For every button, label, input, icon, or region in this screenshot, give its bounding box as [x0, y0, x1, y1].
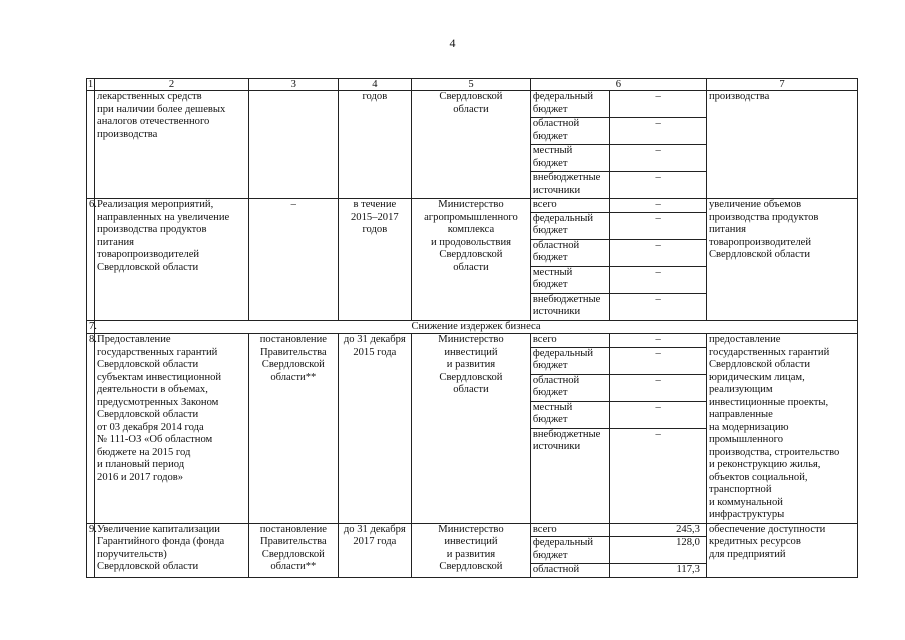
source-value: –	[610, 266, 707, 293]
measure-name: Увеличение капитализации Гарантийного фонда (фонда поручительств) Свердловской области	[95, 523, 249, 577]
source-value: –	[610, 428, 707, 523]
source-name: внебюджетные источники	[530, 428, 610, 523]
source-value: 245,3	[610, 523, 707, 537]
source-name: областной бюджет	[530, 118, 610, 145]
header-cell-7: 7	[706, 79, 857, 91]
table-row	[87, 523, 858, 537]
measure-name: Реализация мероприятий, направленных на увеличение производства продуктов питания товаропроизводителей Свердловской области	[95, 199, 249, 321]
row-number: 7.	[87, 320, 95, 334]
expected-result: увеличение объемов производства продуктов питания товаропроизводителей Свердловской области	[706, 199, 857, 321]
source-value: –	[610, 212, 707, 239]
source-value: 128,0	[610, 537, 707, 564]
row-number: 6.	[87, 199, 95, 321]
header-cell-4: 4	[338, 79, 411, 91]
table-row	[87, 91, 858, 118]
source-name: федеральный бюджет	[530, 91, 610, 118]
table-row	[87, 199, 858, 213]
source-name: местный бюджет	[530, 145, 610, 172]
header-cell-3: 3	[249, 79, 339, 91]
legal-act: –	[249, 199, 339, 321]
executor: Министерство инвестиций и развития Свердловской области	[412, 334, 531, 524]
measures-table	[86, 78, 858, 578]
source-value: –	[610, 347, 707, 374]
legal-act: постановление Правительства Свердловской области**	[249, 523, 339, 577]
measure-name: Предоставление государственных гарантий Свердловской области субъектам инвестиционной деятельности в объемах, предусмотренных Законом Свердловской области от 03 декабря 2014 года № 111-ОЗ «Об областном бюджете на 2015 год и плановый период 2016 и 2017 годов»	[95, 334, 249, 524]
source-name: федеральный бюджет	[530, 347, 610, 374]
source-name: местный бюджет	[530, 266, 610, 293]
source-name: внебюджетные источники	[530, 172, 610, 199]
source-name: местный бюджет	[530, 401, 610, 428]
period: годов	[338, 91, 411, 199]
executor: Министерство агропромышленного комплекса и продовольствия Свердловской области	[412, 199, 531, 321]
source-name: всего	[530, 334, 610, 348]
source-name: областной бюджет	[530, 239, 610, 266]
section-row	[87, 320, 858, 334]
header-cell-5: 5	[412, 79, 531, 91]
period: до 31 декабря 2017 года	[338, 523, 411, 577]
source-value: 117,3	[610, 564, 707, 578]
expected-result: производства	[706, 91, 857, 199]
source-name: областной	[530, 564, 610, 578]
executor: Министерство инвестиций и развития Свердловской	[412, 523, 531, 577]
expected-result: обеспечение доступности кредитных ресурсов для предприятий	[706, 523, 857, 577]
section-title: Снижение издержек бизнеса	[95, 320, 858, 334]
header-cell-6: 6	[530, 79, 706, 91]
source-value: –	[610, 172, 707, 199]
legal-act: постановление Правительства Свердловской области**	[249, 334, 339, 524]
measure-name: лекарственных средств при наличии более дешевых аналогов отечественного производства	[95, 91, 249, 199]
row-number: 8.	[87, 334, 95, 524]
expected-result: предоставление государственных гарантий Свердловской области юридическим лицам, реализующим инвестиционные проекты, направленные на модернизацию промышленного производства, строительство и реконструкцию жилья, объектов социальной, транспортной и коммунальной инфраструктуры	[706, 334, 857, 524]
period: до 31 декабря 2015 года	[338, 334, 411, 524]
header-row	[87, 79, 858, 91]
source-value: –	[610, 374, 707, 401]
source-value: –	[610, 293, 707, 320]
source-value: –	[610, 91, 707, 118]
header-cell-1: 1	[87, 79, 94, 90]
page-number: 4	[449, 36, 456, 50]
source-value: –	[610, 145, 707, 172]
source-value: –	[610, 118, 707, 145]
source-value: –	[610, 239, 707, 266]
period: в течение 2015–2017 годов	[338, 199, 411, 321]
row-number: 9.	[87, 523, 95, 577]
source-name: областной бюджет	[530, 374, 610, 401]
source-value: –	[610, 199, 707, 213]
source-name: всего	[530, 523, 610, 537]
source-name: всего	[530, 199, 610, 213]
source-value: –	[610, 401, 707, 428]
source-name: федеральный бюджет	[530, 537, 610, 564]
source-name: федеральный бюджет	[530, 212, 610, 239]
header-cell-2: 2	[95, 79, 249, 91]
executor: Свердловской области	[412, 91, 531, 199]
table-row	[87, 334, 858, 348]
source-value: –	[610, 334, 707, 348]
source-name: внебюджетные источники	[530, 293, 610, 320]
